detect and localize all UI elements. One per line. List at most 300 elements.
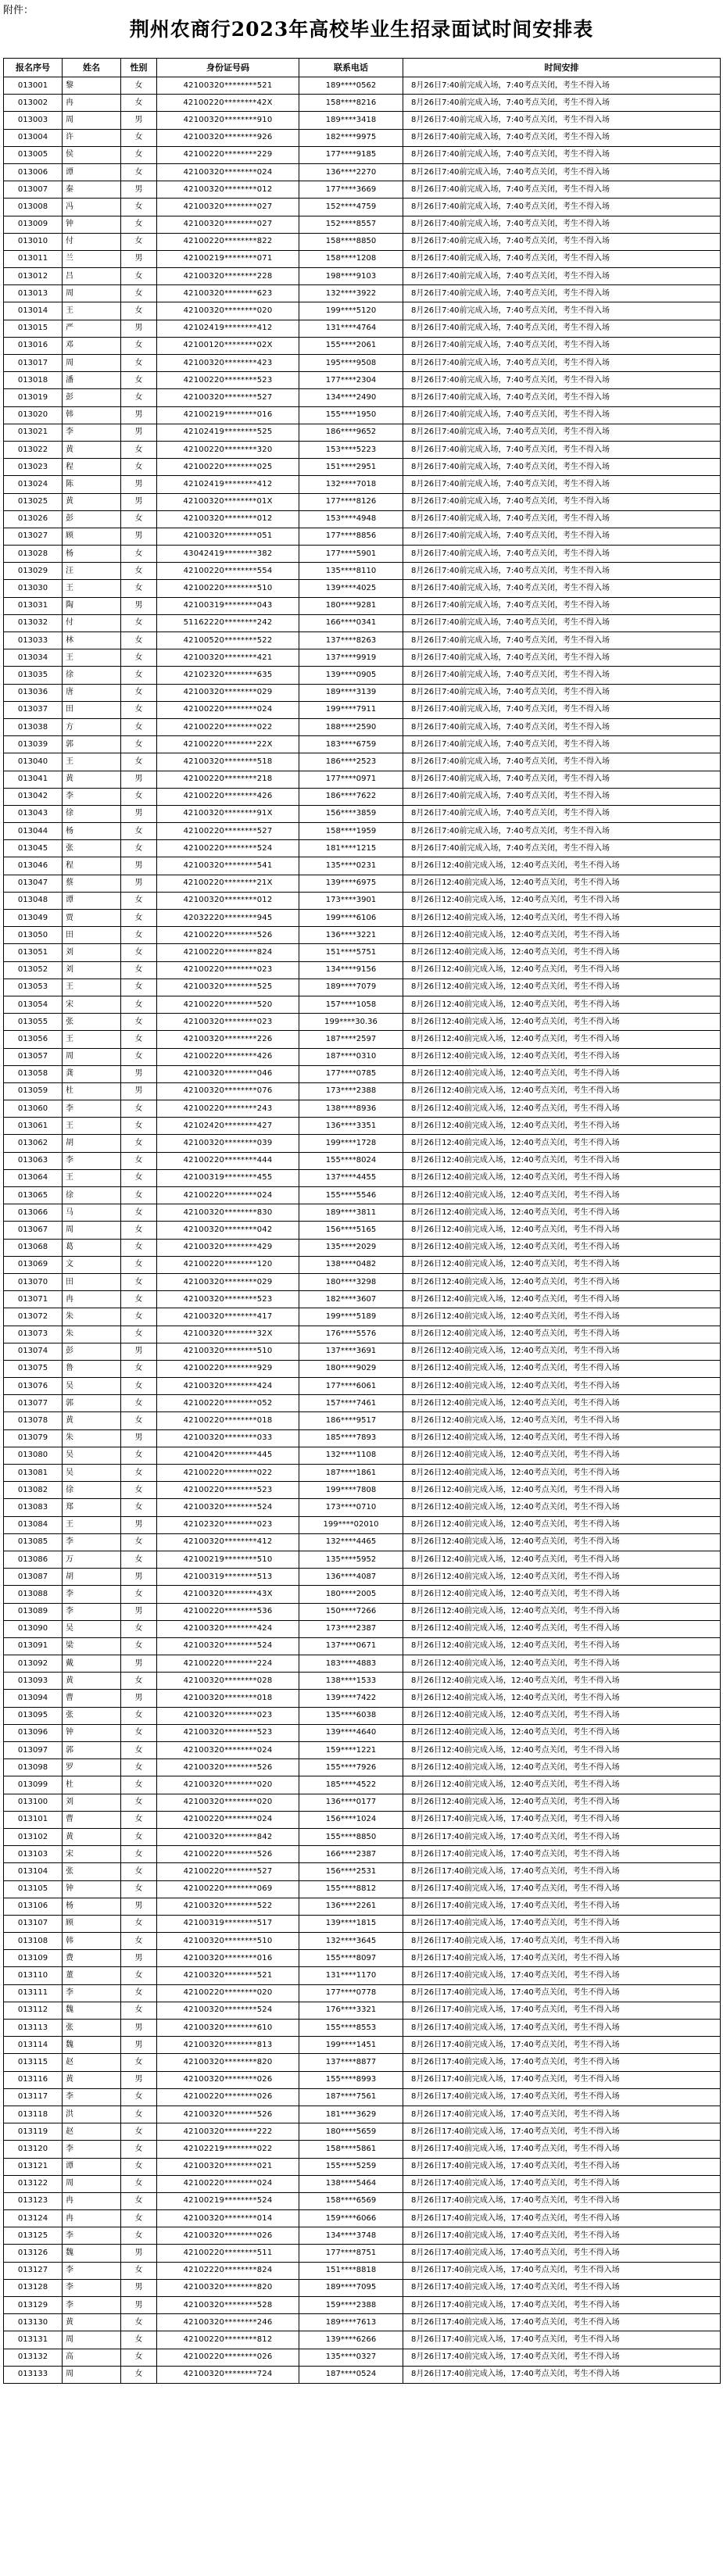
cell-name: 杨	[63, 823, 121, 840]
cell-id-number: 42100320********521	[157, 1967, 299, 1984]
cell-schedule: 8月26日7:40前完成入场，7:40考点关闭，考生不得入场	[403, 406, 721, 424]
cell-phone: 158****1208	[299, 250, 403, 267]
cell-serial: 013058	[4, 1065, 63, 1082]
cell-name: 周	[63, 1048, 121, 1065]
cell-id-number: 42100220********020	[157, 1984, 299, 2002]
cell-id-number: 42100320********051	[157, 528, 299, 545]
cell-schedule: 8月26日12:40前完成入场，12:40考点关闭，考生不得入场	[403, 1187, 721, 1204]
cell-name: 李	[63, 1603, 121, 1620]
cell-name: 方	[63, 718, 121, 735]
cell-serial: 013097	[4, 1742, 63, 1759]
cell-schedule: 8月26日7:40前完成入场，7:40考点关闭，考生不得入场	[403, 667, 721, 684]
cell-name: 吴	[63, 1378, 121, 1395]
cell-id-number: 42100220********524	[157, 840, 299, 857]
cell-phone: 187****2597	[299, 1031, 403, 1048]
cell-gender: 女	[121, 979, 157, 996]
cell-schedule: 8月26日12:40前完成入场，12:40考点关闭，考生不得入场	[403, 927, 721, 944]
table-row	[4, 2366, 721, 2383]
cell-id-number: 42100320********510	[157, 1933, 299, 1950]
cell-gender: 男	[121, 2279, 157, 2296]
cell-name: 周	[63, 2366, 121, 2383]
cell-schedule: 8月26日17:40前完成入场，17:40考点关闭，考生不得入场	[403, 2037, 721, 2054]
table-row	[4, 95, 721, 112]
cell-phone: 166****0341	[299, 614, 403, 631]
cell-serial: 013020	[4, 406, 63, 424]
table-row	[4, 667, 721, 684]
cell-phone: 177****5901	[299, 546, 403, 563]
cell-gender: 女	[121, 1724, 157, 1741]
cell-serial: 013091	[4, 1637, 63, 1655]
cell-name: 洪	[63, 2106, 121, 2123]
table-row	[4, 1465, 721, 1482]
cell-gender: 女	[121, 1326, 157, 1343]
cell-serial: 013040	[4, 753, 63, 771]
cell-phone: 132****3922	[299, 285, 403, 302]
cell-name: 郭	[63, 736, 121, 753]
cell-id-number: 42100220********018	[157, 1412, 299, 1429]
cell-gender: 男	[121, 2020, 157, 2037]
cell-schedule: 8月26日12:40前完成入场，12:40考点关闭，考生不得入场	[403, 1794, 721, 1811]
table-row	[4, 788, 721, 805]
cell-id-number: 42100219********524	[157, 2192, 299, 2209]
table-row	[4, 546, 721, 563]
cell-id-number: 42100319********455	[157, 1169, 299, 1186]
cell-schedule: 8月26日12:40前完成入场，12:40考点关闭，考生不得入场	[403, 1569, 721, 1586]
cell-id-number: 42100220********243	[157, 1100, 299, 1118]
cell-id-number: 42100320********527	[157, 389, 299, 406]
cell-gender: 女	[121, 892, 157, 909]
cell-id-number: 42100220********527	[157, 1863, 299, 1880]
table-row	[4, 1412, 721, 1429]
cell-gender: 男	[121, 2037, 157, 2054]
cell-id-number: 42100320********026	[157, 2227, 299, 2245]
cell-name: 李	[63, 2088, 121, 2106]
cell-id-number: 42100520********522	[157, 632, 299, 649]
cell-phone: 189****3139	[299, 684, 403, 701]
cell-phone: 180****9029	[299, 1360, 403, 1377]
cell-phone: 199****7808	[299, 1482, 403, 1499]
cell-schedule: 8月26日12:40前完成入场，12:40考点关闭，考生不得入场	[403, 910, 721, 927]
cell-schedule: 8月26日12:40前完成入场，12:40考点关闭，考生不得入场	[403, 1499, 721, 1516]
cell-serial: 013082	[4, 1482, 63, 1499]
cell-serial: 013014	[4, 302, 63, 320]
cell-schedule: 8月26日12:40前完成入场，12:40考点关闭，考生不得入场	[403, 1586, 721, 1603]
cell-phone: 187****0524	[299, 2366, 403, 2383]
cell-gender: 女	[121, 1395, 157, 1412]
table-row	[4, 805, 721, 822]
cell-phone: 189****7079	[299, 979, 403, 996]
cell-schedule: 8月26日12:40前完成入场，12:40考点关闭，考生不得入场	[403, 1065, 721, 1082]
table-row	[4, 1326, 721, 1343]
cell-phone: 135****0231	[299, 857, 403, 875]
cell-gender: 女	[121, 1863, 157, 1880]
cell-gender: 男	[121, 181, 157, 199]
cell-serial: 013038	[4, 718, 63, 735]
cell-id-number: 42100320********417	[157, 1308, 299, 1326]
cell-name: 梁	[63, 1637, 121, 1655]
table-row	[4, 441, 721, 458]
cell-serial: 013067	[4, 1222, 63, 1239]
cell-gender: 女	[121, 199, 157, 216]
cell-schedule: 8月26日7:40前完成入场，7:40考点关闭，考生不得入场	[403, 476, 721, 493]
cell-phone: 157****7461	[299, 1395, 403, 1412]
cell-phone: 177****8856	[299, 528, 403, 545]
cell-schedule: 8月26日12:40前完成入场，12:40考点关闭，考生不得入场	[403, 1014, 721, 1031]
cell-schedule: 8月26日7:40前完成入场，7:40考点关闭，考生不得入场	[403, 840, 721, 857]
table-row	[4, 1794, 721, 1811]
cell-phone: 135****6038	[299, 1707, 403, 1724]
table-row	[4, 406, 721, 424]
table-row	[4, 1360, 721, 1377]
cell-gender: 女	[121, 302, 157, 320]
cell-id-number: 42100220********026	[157, 2349, 299, 2366]
cell-name: 费	[63, 1950, 121, 1967]
cell-id-number: 42100220********523	[157, 372, 299, 389]
cell-name: 王	[63, 1118, 121, 1135]
table-row	[4, 1204, 721, 1222]
cell-schedule: 8月26日17:40前完成入场，17:40考点关闭，考生不得入场	[403, 2192, 721, 2209]
cell-serial: 013051	[4, 944, 63, 961]
cell-name: 赵	[63, 2054, 121, 2071]
cell-phone: 152****8557	[299, 216, 403, 233]
cell-id-number: 42100320********020	[157, 302, 299, 320]
cell-phone: 137****8263	[299, 632, 403, 649]
cell-name: 高	[63, 2349, 121, 2366]
cell-gender: 女	[121, 736, 157, 753]
cell-id-number: 42100320********830	[157, 1204, 299, 1222]
cell-schedule: 8月26日12:40前完成入场，12:40考点关闭，考生不得入场	[403, 1447, 721, 1464]
cell-gender: 男	[121, 406, 157, 424]
cell-phone: 138****8936	[299, 1100, 403, 1118]
cell-name: 韩	[63, 406, 121, 424]
cell-name: 文	[63, 1256, 121, 1273]
cell-schedule: 8月26日17:40前完成入场，17:40考点关闭，考生不得入场	[403, 2106, 721, 2123]
cell-name: 李	[63, 2262, 121, 2279]
cell-serial: 013004	[4, 129, 63, 146]
cell-serial: 013100	[4, 1794, 63, 1811]
cell-id-number: 42100320********016	[157, 1950, 299, 1967]
cell-serial: 013047	[4, 875, 63, 892]
cell-serial: 013126	[4, 2245, 63, 2262]
cell-id-number: 42100120********02X	[157, 337, 299, 354]
cell-schedule: 8月26日12:40前完成入场，12:40考点关闭，考生不得入场	[403, 1412, 721, 1429]
cell-serial: 013128	[4, 2279, 63, 2296]
cell-name: 谭	[63, 892, 121, 909]
cell-name: 刘	[63, 961, 121, 979]
cell-id-number: 42100320********012	[157, 181, 299, 199]
cell-schedule: 8月26日7:40前完成入场，7:40考点关闭，考生不得入场	[403, 632, 721, 649]
cell-gender: 女	[121, 216, 157, 233]
cell-id-number: 42100320********014	[157, 2210, 299, 2227]
cell-id-number: 42100320********020	[157, 1776, 299, 1794]
table-row	[4, 2020, 721, 2037]
cell-id-number: 42100220********554	[157, 563, 299, 580]
cell-id-number: 42102320********023	[157, 1516, 299, 1533]
header-gender: 性别	[121, 59, 157, 77]
table-row	[4, 944, 721, 961]
table-row	[4, 2002, 721, 2019]
cell-schedule: 8月26日12:40前完成入场，12:40考点关闭，考生不得入场	[403, 996, 721, 1013]
cell-name: 杜	[63, 1082, 121, 1100]
cell-phone: 136****3351	[299, 1118, 403, 1135]
cell-phone: 189****7095	[299, 2279, 403, 2296]
cell-serial: 013132	[4, 2349, 63, 2366]
cell-id-number: 42100320********028	[157, 1673, 299, 1690]
cell-phone: 135****8110	[299, 563, 403, 580]
cell-id-number: 42100320********526	[157, 2106, 299, 2123]
table-row	[4, 355, 721, 372]
cell-phone: 186****9652	[299, 424, 403, 441]
cell-name: 宋	[63, 996, 121, 1013]
cell-gender: 男	[121, 493, 157, 510]
cell-name: 王	[63, 580, 121, 597]
table-row	[4, 1673, 721, 1690]
cell-phone: 177****8126	[299, 493, 403, 510]
cell-serial: 013085	[4, 1533, 63, 1551]
cell-name: 吴	[63, 1447, 121, 1464]
cell-serial: 013080	[4, 1447, 63, 1464]
cell-gender: 女	[121, 337, 157, 354]
header-name: 姓名	[63, 59, 121, 77]
cell-serial: 013098	[4, 1759, 63, 1776]
cell-phone: 185****7893	[299, 1429, 403, 1447]
cell-phone: 180****2005	[299, 1586, 403, 1603]
cell-serial: 013110	[4, 1967, 63, 1984]
cell-phone: 195****9508	[299, 355, 403, 372]
cell-gender: 女	[121, 77, 157, 95]
cell-id-number: 42100220********224	[157, 1655, 299, 1673]
cell-phone: 155****2061	[299, 337, 403, 354]
cell-gender: 男	[121, 1082, 157, 1100]
table-row	[4, 823, 721, 840]
cell-schedule: 8月26日17:40前完成入场，17:40考点关闭，考生不得入场	[403, 2262, 721, 2279]
cell-schedule: 8月26日17:40前完成入场，17:40考点关闭，考生不得入场	[403, 1967, 721, 1984]
cell-phone: 189****3811	[299, 1204, 403, 1222]
cell-phone: 136****3221	[299, 927, 403, 944]
cell-id-number: 42100220********023	[157, 961, 299, 979]
cell-serial: 013071	[4, 1291, 63, 1308]
cell-phone: 134****3748	[299, 2227, 403, 2245]
table-row	[4, 996, 721, 1013]
cell-schedule: 8月26日12:40前完成入场，12:40考点关闭，考生不得入场	[403, 1482, 721, 1499]
cell-name: 程	[63, 459, 121, 476]
cell-phone: 176****3321	[299, 2002, 403, 2019]
cell-name: 黄	[63, 1412, 121, 1429]
cell-phone: 151****5751	[299, 944, 403, 961]
cell-name: 刘	[63, 1794, 121, 1811]
cell-gender: 女	[121, 823, 157, 840]
cell-serial: 013094	[4, 1690, 63, 1707]
cell-schedule: 8月26日17:40前完成入场，17:40考点关闭，考生不得入场	[403, 2227, 721, 2245]
cell-serial: 013079	[4, 1429, 63, 1447]
page-title: 荆州农商行2023年高校毕业生招录面试时间安排表	[129, 18, 594, 41]
cell-serial: 013007	[4, 181, 63, 199]
cell-name: 冉	[63, 1291, 121, 1308]
cell-gender: 女	[121, 546, 157, 563]
cell-name: 鲁	[63, 1360, 121, 1377]
table-row	[4, 424, 721, 441]
table-row	[4, 2175, 721, 2192]
cell-serial: 013087	[4, 1569, 63, 1586]
table-row	[4, 1100, 721, 1118]
cell-name: 张	[63, 1863, 121, 1880]
cell-serial: 013035	[4, 667, 63, 684]
cell-id-number: 42100320********526	[157, 1759, 299, 1776]
cell-name: 张	[63, 1014, 121, 1031]
cell-gender: 女	[121, 1187, 157, 1204]
cell-serial: 013088	[4, 1586, 63, 1603]
cell-serial: 013061	[4, 1118, 63, 1135]
cell-name: 黄	[63, 1828, 121, 1845]
cell-name: 谭	[63, 2158, 121, 2175]
table-row	[4, 1031, 721, 1048]
cell-id-number: 42100219********510	[157, 1551, 299, 1568]
cell-name: 罗	[63, 1759, 121, 1776]
cell-name: 刘	[63, 944, 121, 961]
cell-serial: 013120	[4, 2141, 63, 2158]
cell-serial: 013028	[4, 546, 63, 563]
cell-phone: 177****3669	[299, 181, 403, 199]
cell-schedule: 8月26日12:40前完成入场，12:40考点关闭，考生不得入场	[403, 1742, 721, 1759]
cell-id-number: 42100219********071	[157, 250, 299, 267]
cell-schedule: 8月26日7:40前完成入场，7:40考点关闭，考生不得入场	[403, 268, 721, 285]
cell-schedule: 8月26日12:40前完成入场，12:40考点关闭，考生不得入场	[403, 1343, 721, 1360]
cell-serial: 013112	[4, 2002, 63, 2019]
cell-serial: 013009	[4, 216, 63, 233]
cell-id-number: 42100320********023	[157, 1014, 299, 1031]
cell-gender: 男	[121, 424, 157, 441]
cell-phone: 199****1728	[299, 1135, 403, 1152]
cell-id-number: 42100220********426	[157, 788, 299, 805]
table-row	[4, 372, 721, 389]
cell-serial: 013032	[4, 614, 63, 631]
cell-serial: 013107	[4, 1915, 63, 1932]
cell-schedule: 8月26日12:40前完成入场，12:40考点关闭，考生不得入场	[403, 1690, 721, 1707]
cell-name: 彭	[63, 1343, 121, 1360]
cell-serial: 013036	[4, 684, 63, 701]
cell-gender: 男	[121, 1655, 157, 1673]
cell-gender: 男	[121, 857, 157, 875]
cell-id-number: 42100220********052	[157, 1395, 299, 1412]
cell-id-number: 42100320********524	[157, 1637, 299, 1655]
cell-schedule: 8月26日12:40前完成入场，12:40考点关闭，考生不得入场	[403, 1395, 721, 1412]
cell-schedule: 8月26日12:40前完成入场，12:40考点关闭，考生不得入场	[403, 1465, 721, 1482]
cell-schedule: 8月26日7:40前完成入场，7:40考点关闭，考生不得入场	[403, 649, 721, 667]
cell-phone: 136****2270	[299, 163, 403, 181]
cell-serial: 013113	[4, 2020, 63, 2037]
cell-phone: 136****0177	[299, 1794, 403, 1811]
table-row	[4, 199, 721, 216]
cell-id-number: 42100320********910	[157, 112, 299, 129]
cell-schedule: 8月26日12:40前完成入场，12:40考点关闭，考生不得入场	[403, 1620, 721, 1637]
cell-name: 黄	[63, 2314, 121, 2331]
cell-phone: 177****0778	[299, 1984, 403, 2002]
cell-gender: 女	[121, 701, 157, 718]
cell-id-number: 42100220********510	[157, 580, 299, 597]
table-row	[4, 892, 721, 909]
cell-gender: 女	[121, 632, 157, 649]
cell-gender: 女	[121, 1828, 157, 1845]
cell-schedule: 8月26日7:40前完成入场，7:40考点关闭，考生不得入场	[403, 77, 721, 95]
cell-serial: 013033	[4, 632, 63, 649]
cell-phone: 153****5223	[299, 441, 403, 458]
cell-name: 李	[63, 1984, 121, 2002]
cell-id-number: 42100320********424	[157, 1620, 299, 1637]
cell-gender: 男	[121, 875, 157, 892]
cell-schedule: 8月26日17:40前完成入场，17:40考点关闭，考生不得入场	[403, 2175, 721, 2192]
cell-phone: 181****1215	[299, 840, 403, 857]
table-row	[4, 1447, 721, 1464]
cell-schedule: 8月26日7:40前完成入场，7:40考点关闭，考生不得入场	[403, 823, 721, 840]
table-row	[4, 649, 721, 667]
cell-phone: 177****0785	[299, 1065, 403, 1082]
cell-serial: 013086	[4, 1551, 63, 1568]
cell-serial: 013059	[4, 1082, 63, 1100]
cell-schedule: 8月26日12:40前完成入场，12:40考点关闭，考生不得入场	[403, 892, 721, 909]
cell-phone: 198****9103	[299, 268, 403, 285]
cell-schedule: 8月26日17:40前完成入场，17:40考点关闭，考生不得入场	[403, 1915, 721, 1932]
cell-schedule: 8月26日12:40前完成入场，12:40考点关闭，考生不得入场	[403, 1759, 721, 1776]
cell-schedule: 8月26日12:40前完成入场，12:40考点关闭，考生不得入场	[403, 944, 721, 961]
cell-gender: 男	[121, 2245, 157, 2262]
cell-serial: 013044	[4, 823, 63, 840]
cell-phone: 189****0562	[299, 77, 403, 95]
cell-serial: 013024	[4, 476, 63, 493]
cell-name: 马	[63, 1204, 121, 1222]
cell-id-number: 42102219********022	[157, 2141, 299, 2158]
cell-id-number: 42100320********523	[157, 1291, 299, 1308]
cell-gender: 女	[121, 1880, 157, 1898]
cell-gender: 女	[121, 1673, 157, 1690]
cell-name: 严	[63, 320, 121, 337]
table-row	[4, 1395, 721, 1412]
cell-name: 朱	[63, 1308, 121, 1326]
cell-serial: 013042	[4, 788, 63, 805]
cell-serial: 013124	[4, 2210, 63, 2227]
cell-name: 张	[63, 840, 121, 857]
cell-gender: 女	[121, 1620, 157, 1637]
cell-name: 李	[63, 2227, 121, 2245]
cell-serial: 013023	[4, 459, 63, 476]
cell-id-number: 42100320********026	[157, 2071, 299, 2088]
cell-serial: 013105	[4, 1880, 63, 1898]
cell-id-number: 42100320********522	[157, 1898, 299, 1915]
table-row	[4, 2227, 721, 2245]
table-row	[4, 1776, 721, 1794]
cell-name: 杨	[63, 546, 121, 563]
cell-schedule: 8月26日7:40前完成入场，7:40考点关闭，考生不得入场	[403, 528, 721, 545]
cell-serial: 013133	[4, 2366, 63, 2383]
cell-serial: 013055	[4, 1014, 63, 1031]
cell-name: 谭	[63, 163, 121, 181]
cell-id-number: 42100220********024	[157, 1187, 299, 1204]
cell-schedule: 8月26日17:40前完成入场，17:40考点关闭，考生不得入场	[403, 1828, 721, 1845]
cell-name: 李	[63, 2141, 121, 2158]
cell-id-number: 42100220********22X	[157, 736, 299, 753]
cell-gender: 女	[121, 1499, 157, 1516]
table-row	[4, 493, 721, 510]
cell-id-number: 42100320********222	[157, 2123, 299, 2141]
cell-gender: 女	[121, 1482, 157, 1499]
cell-phone: 135****5952	[299, 1551, 403, 1568]
cell-gender: 女	[121, 441, 157, 458]
cell-id-number: 42100220********069	[157, 1880, 299, 1898]
table-row	[4, 250, 721, 267]
cell-serial: 013103	[4, 1846, 63, 1863]
cell-gender: 女	[121, 129, 157, 146]
cell-phone: 173****2388	[299, 1082, 403, 1100]
cell-phone: 187****1861	[299, 1465, 403, 1482]
